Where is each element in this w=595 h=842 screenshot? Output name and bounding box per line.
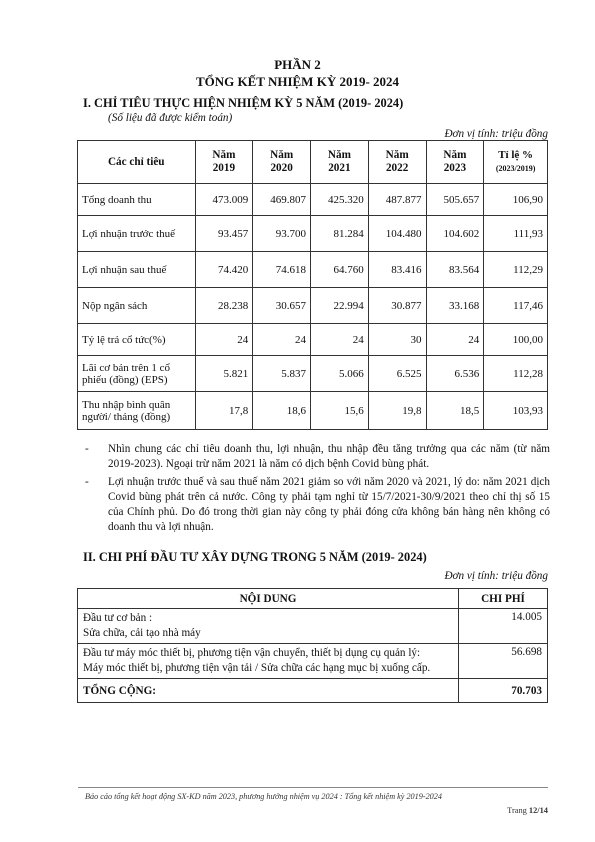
col-header-2022: Năm 2022 [368,141,426,184]
value-cell: 33.168 [426,288,484,324]
document-title: TỔNG KẾT NHIỆM KỲ 2019- 2024 [195,74,400,89]
row-label: Lợi nhuận sau thuế [78,252,196,288]
col-header-cost: CHI PHÍ [459,589,548,609]
bullet-marker: - [85,443,89,455]
ratio-cell: 106,90 [484,184,548,216]
value-cell: 24 [311,324,369,356]
value-cell: 425.320 [311,184,369,216]
section-1-note: (Số liệu đã được kiểm toán) [108,112,233,124]
value-cell: 6.536 [426,356,484,392]
value-cell: 30 [368,324,426,356]
footer-divider [78,787,548,788]
value-cell: 104.602 [426,216,484,252]
value-cell: 473.009 [195,184,253,216]
value-cell: 93.457 [195,216,253,252]
ratio-sublabel: (2023/2019) [495,164,536,173]
footer-text: Báo cáo tổng kết hoạt động SX-KD năm 2023, phương hướng nhiệm vụ 2024 : Tổng kết nhiệm kỳ 2019-2024 [85,792,442,801]
value-cell: 83.416 [368,252,426,288]
row-label: Tổng doanh thu [78,184,196,216]
value-cell: 30.657 [253,288,311,324]
row-label: Tỷ lệ trả cổ tức(%) [78,324,196,356]
content-cell [78,644,459,679]
section-1-title: I. CHỈ TIÊU THỰC HIỆN NHIỆM KỲ 5 NĂM (2019- 2024) [83,96,404,110]
commentary-bullets [85,442,550,538]
value-cell: 22.994 [311,288,369,324]
total-value: 70.703 [459,679,548,703]
value-cell: 17,8 [195,392,253,430]
row-label: Nộp ngân sách [78,288,196,324]
content-line: Đầu tư máy móc thiết bị, phương tiện vận chuyển, thiết bị dụng cụ quản lý: [83,647,421,659]
indicators-table [77,140,548,430]
table-row [78,609,548,644]
bullet-marker: - [85,476,89,488]
page-prefix: Trang [507,806,529,815]
table-header-row [78,589,548,609]
ratio-cell: 112,29 [484,252,548,288]
value-cell: 74.618 [253,252,311,288]
bullet-item [85,475,550,535]
ratio-cell: 100,00 [484,324,548,356]
col-header-content: NỘI DUNG [78,589,459,609]
table-row [78,392,548,430]
value-cell: 18,5 [426,392,484,430]
table-row [78,356,548,392]
ratio-cell: 103,93 [484,392,548,430]
col-header-2020: Năm 2020 [253,141,311,184]
total-row [78,679,548,703]
row-label: Lợi nhuận trước thuế [78,216,196,252]
value-cell: 469.807 [253,184,311,216]
page-number [430,806,548,815]
value-cell: 93.700 [253,216,311,252]
value-cell: 81.284 [311,216,369,252]
value-cell: 74.420 [195,252,253,288]
table-row [78,184,548,216]
bullet-text: Lợi nhuận trước thuế và sau thuế năm 2021 giảm so với năm 2020 và 2021, lý do: năm 2021 dịch Covid bùng phát trên cả nước. Công ty phải tạm nghỉ từ 15/7/2021-30/9/2021 theo chỉ thị số 15 của Chính phủ. Do đó trong thời gian này công ty phải đóng cửa không bán hàng nên không có doanh thu và lợi nhuận. [108,476,550,533]
table-row [78,252,548,288]
value-cell: 5.821 [195,356,253,392]
value-cell: 18,6 [253,392,311,430]
cost-cell: 14.005 [459,609,548,644]
table-row [78,644,548,679]
value-cell: 30.877 [368,288,426,324]
value-cell: 6.525 [368,356,426,392]
value-cell: 104.480 [368,216,426,252]
value-cell: 15,6 [311,392,369,430]
table-row [78,216,548,252]
cost-cell: 56.698 [459,644,548,679]
table-header-row [78,141,548,184]
col-header-2019: Năm 2019 [195,141,253,184]
col-header-ratio [484,141,548,184]
value-cell: 505.657 [426,184,484,216]
content-line: Đầu tư cơ bản : [83,612,153,624]
content-line: Máy móc thiết bị, phương tiện vận tải / Sửa chữa các hạng mục bị xuống cấp. [83,662,431,674]
value-cell: 83.564 [426,252,484,288]
ratio-cell: 117,46 [484,288,548,324]
value-cell: 5.837 [253,356,311,392]
row-label: Thu nhập bình quân người/ tháng (đồng) [78,392,196,430]
page-number-value: 12/14 [528,806,548,815]
content-line: Sửa chữa, cải tạo nhà máy [83,627,201,639]
value-cell: 19,8 [368,392,426,430]
content-cell [78,609,459,644]
bullet-text: Nhìn chung các chỉ tiêu doanh thu, lợi nhuận, thu nhập đều tăng trưởng qua các năm (từ năm 2019-2023). Ngoại trừ năm 2021 là năm có dịch bệnh Covid bùng phát. [108,443,550,470]
ratio-label: Tỉ lệ % [498,149,534,161]
value-cell: 5.066 [311,356,369,392]
part-heading: PHẦN 2 [274,57,321,72]
section-1-unit: Đơn vị tính: triệu đồng [444,128,548,140]
value-cell: 64.760 [311,252,369,288]
col-header-indicator: Các chỉ tiêu [78,141,196,184]
value-cell: 24 [426,324,484,356]
total-label: TỔNG CỘNG: [78,679,459,703]
value-cell: 28.238 [195,288,253,324]
col-header-2021: Năm 2021 [311,141,369,184]
row-label: Lãi cơ bản trên 1 cổ phiếu (đồng) (EPS) [78,356,196,392]
value-cell: 24 [253,324,311,356]
ratio-cell: 112,28 [484,356,548,392]
value-cell: 24 [195,324,253,356]
investment-table [77,588,548,703]
value-cell: 487.877 [368,184,426,216]
col-header-2023: Năm 2023 [426,141,484,184]
bullet-item [85,442,550,472]
section-2-title: II. CHI PHÍ ĐẦU TƯ XÂY DỰNG TRONG 5 NĂM (2019- 2024) [83,550,427,564]
table-row [78,288,548,324]
ratio-cell: 111,93 [484,216,548,252]
table-row [78,324,548,356]
section-2-unit: Đơn vị tính: triệu đồng [444,570,548,582]
